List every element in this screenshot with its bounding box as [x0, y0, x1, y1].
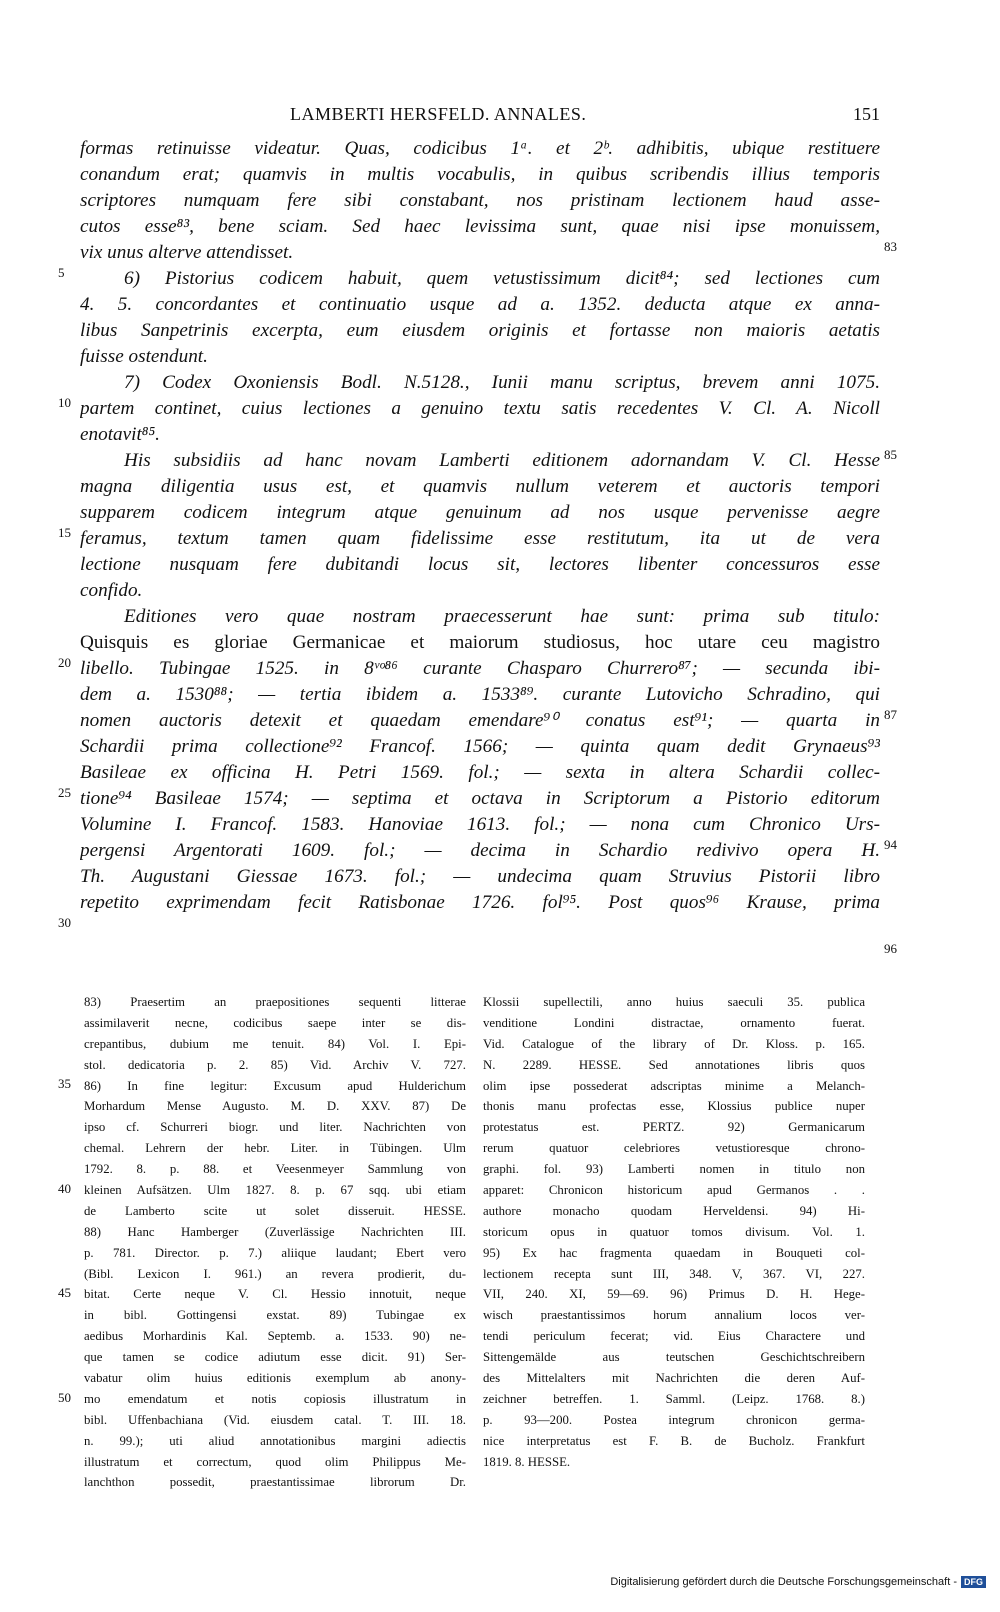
footnote-line: lanchthon possedit, praestantissimae librorum Dr.	[84, 1475, 466, 1490]
footnote-line: 83) Praesertim an praepositiones sequenti litterae	[84, 995, 466, 1009]
footnote-line: chemal. Lehrern der hebr. Liter. in Tübingen. Ulm	[84, 1141, 466, 1156]
text-line: scriptores numquam fere sibi constabant, nos pristinam lectionem haud asse-	[80, 190, 880, 211]
footnote-line: p. 93—200. Postea integrum chronicon germa-	[483, 1412, 865, 1427]
footnote-line: zeichner betreffen. 1. Samml. (Leipz. 1768. 8.)	[483, 1391, 865, 1406]
text-line: libello. Tubingae 1525. in 8ᵛᵒ⁸⁶ curante Chasparo Churrero⁸⁷; — secunda ibi-	[80, 658, 880, 679]
footnote-line: 88) Hanc Hamberger (Zuverlässige Nachrichten III.	[84, 1224, 466, 1239]
footnote-line: thonis manu profectas esse, Klossius publice nuper	[483, 1099, 865, 1114]
footnote-line: Vid. Catalogue of the library of Dr. Kloss. p. 165.	[483, 1036, 865, 1051]
margin-note-number: 83	[884, 239, 897, 254]
footnote-line: bitat. Certe neque V. Cl. Hessio innotuit, neque	[84, 1287, 466, 1302]
text-line: 7) Codex Oxoniensis Bodl. N.5128., Iunii manu scriptus, brevem anni 1075.	[124, 372, 880, 393]
footnote-line: 1819. 8. HESSE.	[483, 1454, 571, 1469]
text-line: vix unus alterve attendisset.	[80, 242, 294, 263]
footnote-line: Sittengemälde aus teutschen Geschichtschreibern	[483, 1350, 865, 1365]
text-line: confido.	[80, 580, 143, 601]
margin-note-number: 96	[884, 941, 897, 956]
footnote-line: protestatus est. PERTZ. 92) Germanicarum	[483, 1120, 865, 1135]
footnote-line: venditione Londini distractae, ornamento fuerat.	[483, 1015, 865, 1030]
footnote-line-number: 35	[58, 1076, 71, 1091]
running-header	[80, 104, 880, 134]
text-line: 4. 5. concordantes et continuatio usque ad a. 1352. deducta atque ex anna-	[80, 294, 880, 315]
text-line: Editiones vero quae nostram praecesserunt hae sunt: prima sub titulo:	[124, 606, 880, 627]
text-line: Th. Augustani Giessae 1673. fol.; — undecima quam Struvius Pistorii libro	[80, 866, 880, 887]
dfg-logo: DFG	[961, 1576, 986, 1588]
footnote-line: stol. dedicatoria p. 2. 85) Vid. Archiv V. 727.	[84, 1057, 466, 1072]
text-line: fuisse ostendunt.	[80, 346, 208, 367]
footnotes-left-column	[84, 992, 466, 1493]
footnote-line: tendi periculum fecerat; vid. Eius Charactere und	[483, 1329, 865, 1344]
margin-note-number: 94	[884, 837, 897, 852]
footnote-line: n. 99.); uti aliud annotationibus margini adiectis	[84, 1433, 466, 1448]
footnote-line: bibl. Uffenbachiana (Vid. eiusdem catal. T. III. 18.	[84, 1412, 466, 1427]
footnote-line: vabatur olim huius editionis exemplum ab anony-	[84, 1371, 466, 1386]
text-line: magna diligentia usus est, et quamvis nullum veterem et auctoris tempori	[80, 476, 880, 497]
footnote-line-number: 45	[58, 1285, 71, 1300]
footnote-line: aedibus Morhardinis Kal. Septemb. a. 1533. 90) ne-	[84, 1329, 466, 1344]
footnote-line: 86) In fine legitur: Excusum apud Hulderichum	[84, 1078, 466, 1093]
footnote-line: storicum opus in quatuor tomos divisum. Vol. 1.	[483, 1224, 865, 1239]
footnote-line: (Bibl. Lexicon I. 961.) an revera prodierit, du-	[84, 1266, 466, 1281]
page-number: 151	[853, 104, 880, 124]
line-number: 30	[58, 915, 71, 930]
text-line: Basileae ex officina H. Petri 1569. fol.; — sexta in altera Schardii collec-	[80, 762, 880, 783]
line-number: 10	[58, 395, 71, 410]
text-line: nomen auctoris detexit et quaedam emendare⁹⁰ conatus est⁹¹; — quarta in	[80, 710, 880, 731]
footnote-line: in bibl. Gottingensi exstat. 89) Tubingae ex	[84, 1308, 466, 1323]
text-line: pergensi Argentorati 1609. fol.; — decima in Schardio redivivo opera H.	[80, 840, 880, 861]
margin-note-number: 87	[884, 707, 897, 722]
footnote-line: de Lamberto scite ut solet disseruit. HESSE.	[84, 1203, 466, 1218]
text-line: 6) Pistorius codicem habuit, quem vetustissimum dicit⁸⁴; sed lectiones cum	[124, 268, 880, 289]
header-title: LAMBERTI HERSFELD. ANNALES.	[290, 104, 587, 124]
footnote-line: wisch praestantissimos horum annalium locos ver-	[483, 1308, 865, 1323]
footnote-line: mo emendatum et notis copiosis illustratum in	[84, 1391, 466, 1406]
text-line: enotavit⁸⁵.	[80, 424, 160, 445]
footnote-line: 1792. 8. p. 88. et Veesenmeyer Sammlung von	[84, 1162, 466, 1177]
text-line: libus Sanpetrinis excerpta, eum eiusdem originis et fortasse non maioris aetatis	[80, 320, 880, 341]
footnote-line: N. 2289. HESSE. Sed annotationes libris quos	[483, 1057, 865, 1072]
footnote-line: graphi. fol. 93) Lamberti nomen in titulo non	[483, 1162, 865, 1177]
footnote-line: apparet: Chronicon historicum apud Germanos . .	[483, 1183, 865, 1198]
main-text	[80, 136, 880, 916]
text-line: feramus, textum tamen quam fidelissime esse restitutum, ita ut de vera	[80, 528, 880, 549]
footer-text: Digitalisierung gefördert durch die Deutsche Forschungsgemeinschaft -	[610, 1576, 957, 1588]
footnote-line: que tamen se codice adiutum esse dicit. 91) Ser-	[84, 1350, 466, 1365]
text-line: conandum erat; quamvis in multis vocabulis, in quibus scribendis illius temporis	[80, 164, 880, 185]
footnote-line: authore monacho quodam Herveldensi. 94) Hi-	[483, 1203, 865, 1218]
digitization-footer	[610, 1576, 986, 1588]
text-line: Quisquis es gloriae Germanicae et maiorum studiosus, hoc utare ceu magistro	[80, 632, 880, 653]
footnote-line: Klossii supellectili, anno huius saeculi 35. publica	[483, 995, 865, 1009]
footnote-line: crepantibus, dubium me tenuit. 84) Vol. I. Epi-	[84, 1036, 466, 1051]
footnote-line: illustratum et correctum, quod olim Philippus Me-	[84, 1454, 466, 1469]
footnote-line-number: 40	[58, 1181, 71, 1196]
text-line: lectione nusquam fere dubitandi locus sit, lectores libenter concessuros esse	[80, 554, 880, 575]
footnote-line: assimilaverit necne, codicibus saepe inter se dis-	[84, 1015, 466, 1030]
footnote-line: nice interpretatus est F. B. de Bucholz. Frankfurt	[483, 1433, 865, 1448]
text-line: Volumine I. Francof. 1583. Hanoviae 1613. fol.; — nona cum Chronico Urs-	[80, 814, 880, 835]
footnote-line: p. 781. Director. p. 7.) aliique laudant; Ebert vero	[84, 1245, 466, 1260]
footnote-line: ipso cf. Schurreri biogr. und liter. Nachrichten von	[84, 1120, 466, 1135]
footnote-line: VII, 240. XI, 59—69. 96) Primus D. H. Hege-	[483, 1287, 865, 1302]
line-number: 25	[58, 785, 71, 800]
text-line: tione⁹⁴ Basileae 1574; — septima et octava in Scriptorum a Pistorio editorum	[80, 788, 880, 809]
text-line: His subsidiis ad hanc novam Lamberti editionem adornandam V. Cl. Hesse	[124, 450, 880, 471]
footnote-line: Morhardum Mense Augusto. M. D. XXV. 87) De	[84, 1099, 466, 1114]
text-line: partem continet, cuius lectiones a genuino textu satis recedentes V. Cl. A. Nicoll	[80, 398, 880, 419]
footnote-line-number: 50	[58, 1390, 71, 1405]
footnote-line: olim ipse possederat adscriptas minime a Melanch-	[483, 1078, 865, 1093]
footnote-line: lectionem recepta sunt III, 348. V, 367. VI, 227.	[483, 1266, 865, 1281]
footnote-line: des Mittelalters mit Nachrichten die deren Auf-	[483, 1371, 865, 1386]
line-number: 20	[58, 655, 71, 670]
text-line: repetito exprimendam fecit Ratisbonae 1726. fol⁹⁵. Post quos⁹⁶ Krause, prima	[80, 892, 880, 913]
text-line: supparem codicem integrum atque genuinum ad nos usque pervenisse aegre	[80, 502, 880, 523]
footnote-line: 95) Ex hac fragmenta quaedam in Bouqueti col-	[483, 1245, 865, 1260]
margin-note-number: 85	[884, 447, 897, 462]
text-line: Schardii prima collectione⁹² Francof. 1566; — quinta quam dedit Grynaeus⁹³	[80, 736, 880, 757]
line-number: 15	[58, 525, 71, 540]
footnote-line: kleinen Aufsätzen. Ulm 1827. 8. p. 67 sqq. ubi etiam	[84, 1183, 466, 1198]
text-line: formas retinuisse videatur. Quas, codicibus 1ᵃ. et 2ᵇ. adhibitis, ubique restituere	[80, 138, 880, 159]
line-number: 5	[58, 265, 65, 280]
text-line: cutos esse⁸³, bene sciam. Sed haec levissima sunt, quae nisi ipse monuissem,	[80, 216, 880, 237]
footnotes-right-column	[483, 992, 865, 1472]
text-line: dem a. 1530⁸⁸; — tertia ibidem a. 1533⁸⁹. curante Lutovicho Schradino, qui	[80, 684, 880, 705]
footnote-line: rerum quatuor celebriores vetustioresque chrono-	[483, 1141, 865, 1156]
